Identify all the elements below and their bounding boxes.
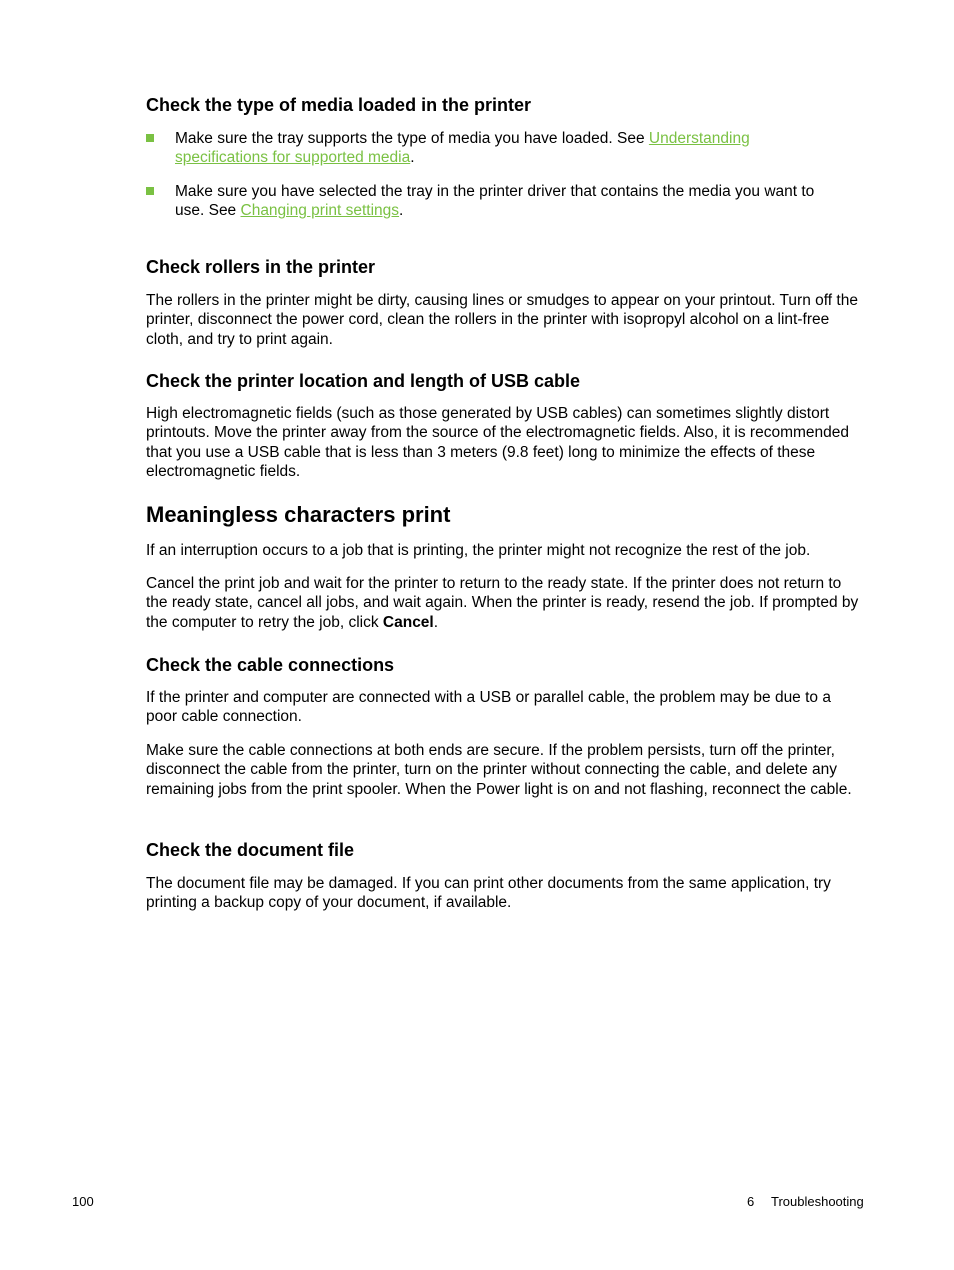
heading-meaningless-characters: Meaningless characters print (146, 502, 451, 527)
paragraph-location-usb: High electromagnetic fields (such as those generated by USB cables) can sometimes slightly distort printouts. Move the printer away from the source of the electromagnetic fields. Also, it is recommended that you use a USB cable that is less than 3 meters (9.8 feet) long to minimize the effects of these electromagnetic fields. (146, 405, 849, 480)
link-changing-print-settings[interactable]: Changing print settings (240, 202, 400, 220)
page-number: 100 (72, 1194, 94, 1209)
chapter-title: Troubleshooting (771, 1194, 864, 1209)
cancel-command: Cancel (382, 613, 434, 631)
heading-media-type: Check the type of media loaded in the printer (146, 95, 532, 115)
paragraph-rollers: The rollers in the printer might be dirty, causing lines or smudges to appear on your printout. Turn off the printer, disconnect the power cord, clean the rollers in the printer with isopropyl alcohol on a lint-free cloth, and try to print again. (146, 292, 858, 348)
paragraph-cancel-job: Cancel the print job and wait for the printer to return to the ready state. If the printer does not return to the ready state, cancel all jobs, and wait again. When the printer is ready, resend the job. If prompted by the computer to retry the job, click Cancel. (146, 575, 859, 631)
list-item-text: Make sure you have selected the tray in the printer driver that contains the media you want to use. See Changing print settings. (175, 183, 815, 220)
heading-location-usb: Check the printer location and length of USB cable (146, 371, 581, 391)
link-understanding-specifications[interactable]: Understanding specifications for supported media (175, 130, 750, 167)
paragraph-document-file: The document file may be damaged. If you can print other documents from the same application, try printing a backup copy of your document, if available. (146, 875, 831, 912)
heading-document-file: Check the document file (146, 840, 355, 860)
paragraph-cable-connection-1: If the printer and computer are connected with a USB or parallel cable, the problem may be due to a poor cable connection. (146, 689, 831, 726)
chapter-number: 6 (747, 1194, 755, 1209)
bullet-square-icon (146, 134, 154, 142)
list-item-text: Make sure the tray supports the type of media you have loaded. See Understanding specifications for supported media. (175, 130, 750, 167)
bullet-square-icon (146, 187, 154, 195)
heading-cable-connections: Check the cable connections (146, 655, 395, 675)
paragraph-interruption: If an interruption occurs to a job that is printing, the printer might not recognize the rest of the job. (146, 542, 811, 559)
paragraph-cable-connection-2: Make sure the cable connections at both ends are secure. If the problem persists, turn off the printer, disconnect the cable from the printer, turn on the printer without connecting the cable, and delete any remaining jobs from the print spooler. When the Power light is on and not flashing, reconnect the cable. (146, 742, 852, 798)
heading-rollers: Check rollers in the printer (146, 257, 376, 277)
